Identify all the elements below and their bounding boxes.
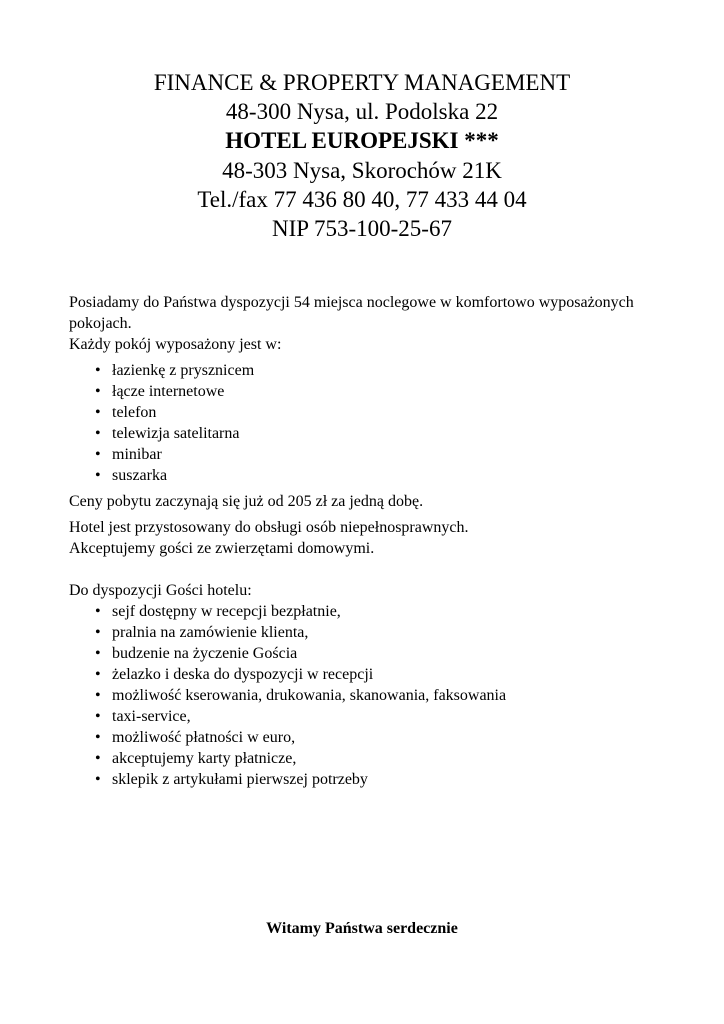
list-item: • możliwość płatności w euro, [95, 727, 669, 748]
spacer [69, 559, 669, 580]
tax-id: NIP 753-100-25-67 [272, 216, 452, 242]
list-item: • suszarka [95, 465, 669, 486]
services-lead: Do dyspozycji Gości hotelu: [69, 582, 252, 599]
list-item: • telefon [95, 402, 669, 423]
list-item: • żelazko i deska do dyspozycji w recepcji [95, 664, 669, 685]
list-item: • akceptujemy karty płatnicze, [95, 748, 669, 769]
list-item: • łącze internetowe [95, 381, 669, 402]
company-name: FINANCE & PROPERTY MANAGEMENT [153, 70, 571, 95]
services-list [69, 601, 669, 790]
list-item: • łazienkę z prysznicem [95, 360, 669, 381]
list-item: • taxi-service, [95, 706, 669, 727]
list-item: • telewizja satelitarna [95, 423, 669, 444]
pets-paragraph: Akceptujemy gości ze zwierzętami domowymi. [69, 540, 375, 557]
list-item: • minibar [95, 444, 669, 465]
phone-fax: Tel./fax 77 436 80 40, 77 433 44 04 [197, 186, 527, 212]
room-equipment-lead: Każdy pokój wyposażony jest w: [69, 336, 282, 353]
list-item: • możliwość kserowania, drukowania, skanowania, faksowania [95, 685, 669, 706]
list-item: • pralnia na zamówienie klienta, [95, 622, 669, 643]
list-item: • sklepik z artykułami pierwszej potrzeby [95, 769, 669, 790]
accessibility-paragraph: Hotel jest przystosowany do obsługi osób niepełnosprawnych. [69, 519, 469, 536]
closing-greeting: Witamy Państwa serdecznie [266, 920, 458, 937]
list-item: • budzenie na życzenie Gościa [95, 643, 669, 664]
room-features-list [69, 360, 669, 486]
intro-paragraph: Posiadamy do Państwa dyspozycji 54 miejsca noclegowe w komfortowo wyposażonych pokojach. [69, 294, 634, 332]
list-item: • sejf dostępny w recepcji bezpłatnie, [95, 601, 669, 622]
price-paragraph: Ceny pobytu zaczynają się już od 205 zł za jedną dobę. [69, 493, 424, 510]
letterhead [0, 68, 724, 243]
hotel-address: 48-303 Nysa, Skorochów 21K [222, 157, 502, 183]
company-address: 48-300 Nysa, ul. Podolska 22 [225, 99, 499, 125]
document-body [69, 292, 669, 790]
hotel-name: HOTEL EUROPEJSKI *** [225, 128, 499, 154]
